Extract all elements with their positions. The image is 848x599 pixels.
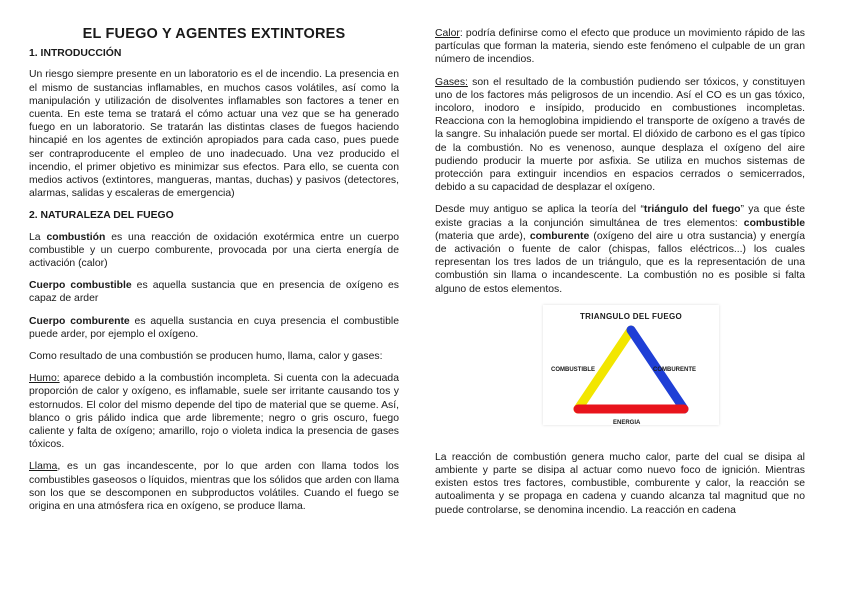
comburente-paragraph: Cuerpo comburente es aquella sustancia en cuya presencia el combustible puede arder, por ejemplo el oxígeno. bbox=[29, 315, 399, 340]
humo-paragraph: Humo: aparece debido a la combustión incompleta. Si cuenta con la adecuada proporción de calor y oxígeno, es inflamable, suele ser irritante causando tos y estornudos. El color del mismo depende del tipo de material que se queme. Así, blanco o gris pálido indica que arde libremente; negro o gris oscuro, fuego caliente y falta de oxígeno; amarillo, rojo o violeta indica la presencia de gases tóxicos. bbox=[29, 373, 399, 451]
llama-paragraph: Llama, es un gas incandescente, por lo que arden con llama todos los combustibles gaseosos o líquidos, mientras que los sólidos que arden con llama son los que se descomponen en subproductos volátiles. Cuando el fuego se origina en una atmósfera rica en oxígeno, se produce llama. bbox=[29, 461, 399, 513]
section-heading-introduccion: 1. INTRODUCCIÓN bbox=[29, 48, 122, 60]
section-heading-naturaleza: 2. NATURALEZA DEL FUEGO bbox=[29, 210, 174, 222]
combustion-paragraph: La combustión es una reacción de oxidación exotérmica entre un cuerpo combustible y un cuerpo comburente, provocada por una cierta energía de activación (calor) bbox=[29, 231, 399, 270]
term-humo: Humo: bbox=[29, 373, 60, 385]
term-calor: Calor bbox=[435, 28, 460, 39]
label-combustible: COMBUSTIBLE bbox=[551, 366, 595, 373]
term-llama: Llama bbox=[29, 461, 58, 473]
term-combustible: combustible bbox=[743, 217, 805, 229]
fire-triangle-figure bbox=[543, 305, 719, 425]
right-column bbox=[435, 27, 805, 526]
label-energia: ENERGIA bbox=[613, 419, 641, 426]
term-gases: Gases: bbox=[435, 76, 468, 88]
gases-paragraph: Gases: son el resultado de la combustión pudiendo ser tóxicos, y constituyen uno de los factores más peligrosos de un incendio. Así el CO es un gas tóxico, incoloro, inodoro e insípido, producido en combustiones incompletas. Reacciona con la hemoglobina impidiendo el transporte de oxígeno a través de la sangre. Su inhalación puede ser mortal. El dióxido de carbono es el gas típico de la combustión. No es venenoso, aunque desplaza el oxígeno del aire pudiendo producir la muerte por asfixia. Se utiliza en muchos sistemas de protección para extinguir incendios en espacios cerrados o semicerrados, debido a su capacidad de desplazar el oxígeno. bbox=[435, 76, 805, 194]
term-triangulo: triángulo del fuego bbox=[643, 204, 741, 216]
reaction-paragraph: La reacción de combustión genera mucho calor, parte del cual se disipa al ambiente y parte se disipa al actuar como nuevo foco de ignición. Mientras existen estos tres factores, combustible, comburente y calor, la reacción se autoalimenta y se propaga en cadena y cuando alcanza tal magnitud que no puede controlarse, se denomina incendio. La reacción en cadena bbox=[435, 451, 805, 516]
triangle-paragraph: Desde muy antiguo se aplica la teoría del “triángulo del fuego” ya que éste existe gracias a la conjunción simultánea de tres elementos: combustible (materia que arde), comburente (oxígeno del aire u otra sustancia) y energía de activación o fuente de calor (chispas, fallos eléctricos...) los cuales representan los tres lados de un triángulo, que es la representación de una combustión sin llama o incandescente. La combustión no es posible si falta alguno de estos elementos. bbox=[435, 204, 806, 295]
combustible-paragraph: Cuerpo combustible es aquella sustancia que en presencia de oxígeno es capaz de arder bbox=[29, 280, 399, 305]
calor-paragraph: Calor: podría definirse como el efecto que produce un movimiento rápido de las partículas que forman la materia, siendo este fenómeno el culpable de un gran número de incendios. bbox=[435, 28, 805, 66]
left-column bbox=[29, 24, 399, 522]
term-cuerpo-comburente: Cuerpo comburente bbox=[29, 315, 130, 327]
results-paragraph: Como resultado de una combustión se producen humo, llama, calor y gases: bbox=[29, 351, 383, 363]
figure-title: TRIANGULO DEL FUEGO bbox=[580, 311, 682, 321]
label-comburente: COMBURENTE bbox=[653, 366, 696, 373]
term-combustion: combustión bbox=[46, 231, 106, 243]
document-title: EL FUEGO Y AGENTES EXTINTORES bbox=[82, 26, 346, 42]
intro-paragraph: Un riesgo siempre presente en un laboratorio es el de incendio. La presencia en el mismo de sustancias inflamables, en muchos casos volátiles, así como la manipulación y utilización de disolventes inflamables son factores a tener en cuenta. En este tema se tratará el cómo actuar una vez que se ha generado fuego en un laboratorio. Se tratarán las distintas clases de fuegos haciendo hincapié en los agentes de extinción apropiados para cada caso, pues puede ser contraproducente el empleo de uno inadecuado. Una vez producido el incendio, el primer objetivo es minimizar sus efectos. Para ello, se cuenta con medios activos (extintores, mangueras, mantas, duchas) y pasivos (detectores, alarmas, salidas y escaleras de emergencia) bbox=[29, 69, 399, 200]
term-comburente: comburente bbox=[529, 230, 590, 242]
term-cuerpo-combustible: Cuerpo combustible bbox=[29, 280, 132, 292]
